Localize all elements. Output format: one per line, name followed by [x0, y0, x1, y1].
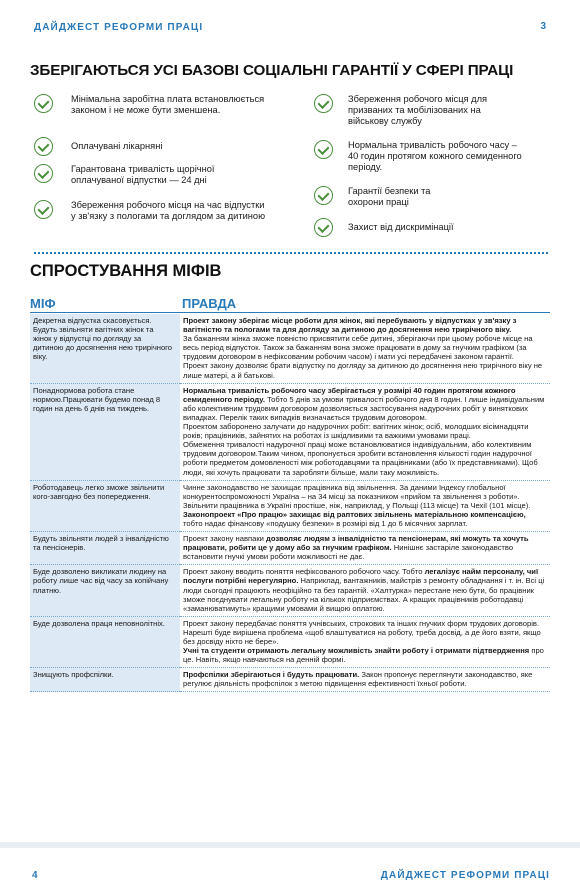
truth-bold: Учні та студенти отримають легальну можливість знайти роботу і отримати підтвердження: [183, 646, 530, 656]
check-circle-icon: [314, 218, 333, 237]
table-row: [30, 532, 550, 565]
truth-text: Закон пропонує переглянути законодавство, яке регулює діяльність профспілок з метою підвищення ефективності їхньої роботи.: [183, 670, 533, 689]
guarantee-item: [34, 200, 284, 222]
check-circle-icon: [34, 200, 53, 219]
dotted-divider: [34, 252, 548, 254]
page-header: [0, 0, 580, 58]
myths-table: [30, 314, 550, 692]
truth-text: Проектом заборонено залучати до надурочних робіт: вагітних жінок; осіб, молодших вісімнадцяти років; працівників, зайнятих на роботах із шкідливими та важкими умовами праці.: [183, 422, 529, 441]
truth-text: тобто надає фінансову «подушку безпеки» в розмірі від 1 до 6 місячних зарплат.: [183, 518, 468, 528]
check-circle-icon: [314, 140, 333, 159]
header-page-number: 3: [540, 21, 546, 32]
guarantee-item: [314, 94, 554, 127]
guarantee-text: Гарантії безпеки та охорони праці: [348, 186, 431, 207]
table-row: [30, 616, 550, 667]
truth-cell: [180, 532, 550, 565]
myth-cell: Понаднормова робота стане нормою.Працювати будемо понад 8 годин на день 6 днів на тиждень.: [30, 383, 180, 480]
guarantee-item: [34, 137, 284, 156]
guarantee-text: Нормальна тривалість робочого часу – 40 годин протягом кожного семиденного періоду.: [348, 140, 522, 172]
guarantees-list: [34, 94, 554, 242]
column-header-myth: МІФ: [30, 296, 56, 311]
guarantee-text: Оплачувані лікарняні: [71, 141, 163, 151]
header-digest-title: ДАЙДЖЕСТ РЕФОРМИ ПРАЦІ: [34, 22, 204, 33]
check-circle-icon: [34, 137, 53, 156]
guarantee-item: [314, 140, 554, 173]
truth-text: За бажанням жінка зможе повністю присвятити себе дитині, зберігаючи при цьому робоче місце на весь період відпусток. Також за бажанням вона зможе працювати в дому за гнучким графіком (за трудовим договором в нефіксованим робочим часом) і мати усі передбачені законом гарантії.: [183, 334, 533, 362]
guarantee-item: [314, 218, 554, 237]
table-header-rule: [30, 312, 550, 313]
myth-cell: Буде дозволена праця неповнолітніх.: [30, 616, 180, 667]
myth-cell: Будуть звільняти людей з інвалідністю та пенсіонерів.: [30, 532, 180, 565]
truth-text: Чинне законодавство не захищає працівника від звільнення. За даними Індексу глобальної конкурентоспроможності Україна – на 34 місці за показником «прийом та звільнення з роботи». Звільнити працівника в Україні простіше, ніж, наприклад, у Польщі (113 місце) та Чехії (101 місце).: [183, 482, 531, 510]
myth-cell: Декретна відпустка скасовується. Будуть звільняти вагітних жінок та жінок у відпустці по догляду за дитиною до досягнення нею трирічного віку.: [30, 314, 180, 383]
myth-cell: Роботодавець легко зможе звільнити кого-завгодно без попередження.: [30, 480, 180, 531]
check-circle-icon: [314, 186, 333, 205]
table-row: [30, 314, 550, 383]
footer-digest-title: ДАЙДЖЕСТ РЕФОРМИ ПРАЦІ: [380, 870, 550, 881]
myths-title: СПРОСТУВАННЯ МІФІВ: [30, 262, 222, 280]
table-row: [30, 480, 550, 531]
myth-cell: Знищують профспілки.: [30, 668, 180, 692]
truth-cell: [180, 314, 550, 383]
footer-page-number: 4: [32, 870, 38, 881]
guarantee-item: [314, 186, 554, 208]
truth-bold: Проект закону зберігає місце роботи для жінок, які перебувають у відпустках у зв'язку з вагітністю та пологами та для догляду за дитиною до досягнення нею трирічного віку.: [183, 316, 517, 335]
check-circle-icon: [34, 164, 53, 183]
check-circle-icon: [34, 94, 53, 113]
truth-text: Проект закону навпаки: [183, 534, 267, 544]
truth-text: Обмеження тривалості надурочної праці може встановлюватися індивідуальним, або колективним трудовим договором.Таким чином, пропонується зробити встановлення кількості годин надурочної роботи предметом домовленості між роботодавцями та працівниками (або їх представниками). Щоб люди, які хочуть працювати та заробляти більше, мали таку можливість.: [183, 440, 538, 477]
column-header-truth: ПРАВДА: [182, 296, 237, 311]
table-row: [30, 668, 550, 692]
guarantees-title: ЗБЕРІГАЮТЬСЯ УСІ БАЗОВІ СОЦІАЛЬНІ ГАРАНТІЇ У СФЕРІ ПРАЦІ: [30, 62, 514, 79]
truth-bold: дозволяє людям з інвалідністю та пенсіонерам, які можуть та хочуть працювати, робити це у дому або за гнучким графіком.: [183, 534, 529, 553]
guarantee-text: Збереження робочого місця на час відпустки у зв'язку з пологами та доглядом за дитиною: [71, 200, 266, 221]
guarantee-text: Мінімальна заробітна плата встановлюється законом і не може бути зменшена.: [71, 94, 265, 115]
truth-cell: [180, 383, 550, 480]
truth-text: про це. Навіть, якщо навчаються на денній формі.: [183, 646, 544, 665]
truth-bold: Законопроект «Про працю» захищає від раптових звільнень матеріальною компенсацією,: [183, 509, 526, 519]
truth-bold: Нормальна тривалість робочого часу зберігається у розмірі 40 годин протягом кожного семиденного періоду.: [183, 385, 516, 404]
truth-cell: [180, 668, 550, 692]
page-separator-band: [0, 842, 580, 848]
check-circle-icon: [314, 94, 333, 113]
truth-text: Нинішнє застаріле законодавство встановити гнучкі умови роботи можливості не дає.: [183, 543, 514, 562]
truth-text: Проект закону дозволяє брати відпустку по догляду за дитиною до досягнення нею трирічного віку не лише матері, а й батькові.: [183, 361, 543, 380]
truth-bold: Профспілки зберігаються і будуть працювати.: [183, 670, 360, 680]
guarantee-item: [34, 94, 284, 116]
truth-cell: [180, 565, 550, 616]
myth-cell: Буде дозволено викликати людину на роботу лише час від часу за копійчану платню.: [30, 565, 180, 616]
truth-cell: [180, 616, 550, 667]
guarantee-text: Гарантована тривалість щорічної оплачуваної відпустки — 24 дні: [71, 164, 215, 185]
table-row: [30, 565, 550, 616]
guarantee-text: Захист від дискримінації: [348, 222, 454, 232]
table-row: [30, 383, 550, 480]
guarantee-text: Збереження робочого місця для призваних та мобілізованих на військову службу: [348, 94, 488, 126]
truth-cell: [180, 480, 550, 531]
truth-text: Проект закону вводить поняття нефіксованого робочого часу. Тобто: [183, 567, 425, 577]
truth-text: Наприклад, вантажників, майстрів з ремонту обладнання і т. ін. Всі ці люди сьогодні працюють неофіційно та без гарантій. «Халтурка» перестане нею бути, бо працівник зможе поєднувати легальну роботу на кількох підприємствах. А кращих працівників роботодавці «заманюватимуть» кращими умовами й вищою оплатою.: [183, 576, 545, 613]
truth-text: Тобто 5 днів за умови тривалості робочого дня 8 годин. І лише індивідуальним або колективним трудовим договором дозволяється застосування надурочних робіт у виняткових випадках. Перелік таких випадків визначається трудовим договором.: [183, 394, 545, 422]
truth-bold: легалізує найм персоналу, чиї послуги потрібні нерегулярно.: [183, 567, 539, 586]
guarantee-item: [34, 164, 284, 186]
truth-text: Проект закону передбачає поняття учнівських, строкових та інших гнучких форм трудових договорів. Нарешті буде вирішена проблема «щоб влаштуватися на роботу, треба досвід, а де його взяти, якщо без досвіду ніхто не бере».: [183, 618, 541, 646]
